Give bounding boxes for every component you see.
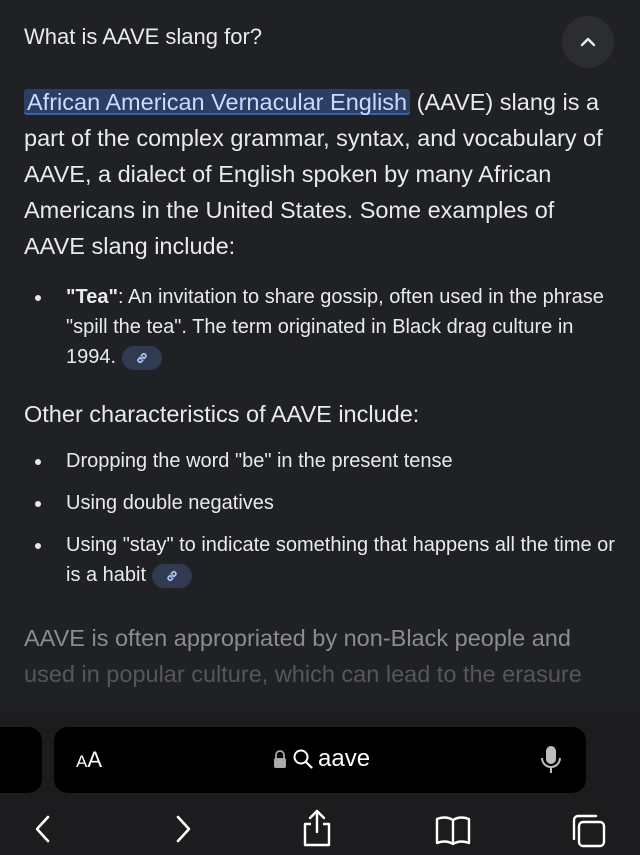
question-header[interactable]: [0, 0, 640, 84]
back-button[interactable]: [30, 812, 56, 851]
address-text: aave: [318, 745, 371, 772]
question-text: What is AAVE slang for?: [24, 24, 263, 49]
source-link-button[interactable]: [122, 346, 162, 370]
faded-line-1: AAVE is often appropriated by non-Black people and: [24, 625, 571, 651]
collapse-button[interactable]: [562, 16, 614, 68]
voice-search-button[interactable]: [540, 744, 562, 781]
highlighted-term[interactable]: African American Vernacular English: [24, 89, 410, 115]
back-icon: [30, 812, 56, 846]
list-item: [24, 282, 616, 372]
list-item: Using double negatives: [24, 488, 616, 518]
bookmarks-icon: [434, 814, 472, 846]
page-settings-button[interactable]: AA: [76, 747, 103, 772]
tabs-button[interactable]: [570, 813, 608, 854]
share-button[interactable]: [300, 808, 334, 853]
list-item: [24, 530, 616, 590]
link-icon: [165, 569, 179, 583]
characteristics-list: [24, 446, 616, 590]
address-bar[interactable]: [54, 727, 586, 793]
examples-list: [24, 282, 616, 372]
example-term: "Tea": [66, 286, 118, 308]
list-item: Dropping the word "be" in the present tense: [24, 446, 616, 476]
intro-text: (AAVE) slang is a part of the complex grammar, syntax, and vocabulary of AAVE, a dialect of English spoken by many African Americans in the United States. Some examples of AAVE slang include:: [24, 89, 603, 259]
previous-tab-preview[interactable]: [0, 727, 42, 793]
faded-line-2: used in popular culture, which can lead to the erasure: [24, 661, 582, 687]
lock-icon: [272, 749, 288, 769]
forward-button[interactable]: [170, 812, 196, 851]
chevron-up-icon: [578, 32, 598, 52]
example-description: : An invitation to share gossip, often used in the phrase "spill the tea". The term originated in Black drag culture in 1994.: [66, 286, 604, 368]
bookmarks-button[interactable]: [434, 814, 472, 851]
forward-icon: [170, 812, 196, 846]
characteristic-text: Using "stay" to indicate something that happens all the time or is a habit: [66, 534, 615, 586]
characteristics-heading: Other characteristics of AAVE include:: [24, 401, 420, 427]
source-link-button[interactable]: [152, 564, 192, 588]
answer-content: [24, 84, 616, 692]
share-icon: [300, 808, 334, 848]
link-icon: [135, 351, 149, 365]
address-field[interactable]: [272, 745, 370, 773]
faded-paragraph: [24, 620, 616, 692]
microphone-icon: [540, 744, 562, 776]
search-icon: [292, 748, 314, 770]
answer-intro: [24, 84, 616, 264]
tabs-icon: [570, 813, 608, 849]
